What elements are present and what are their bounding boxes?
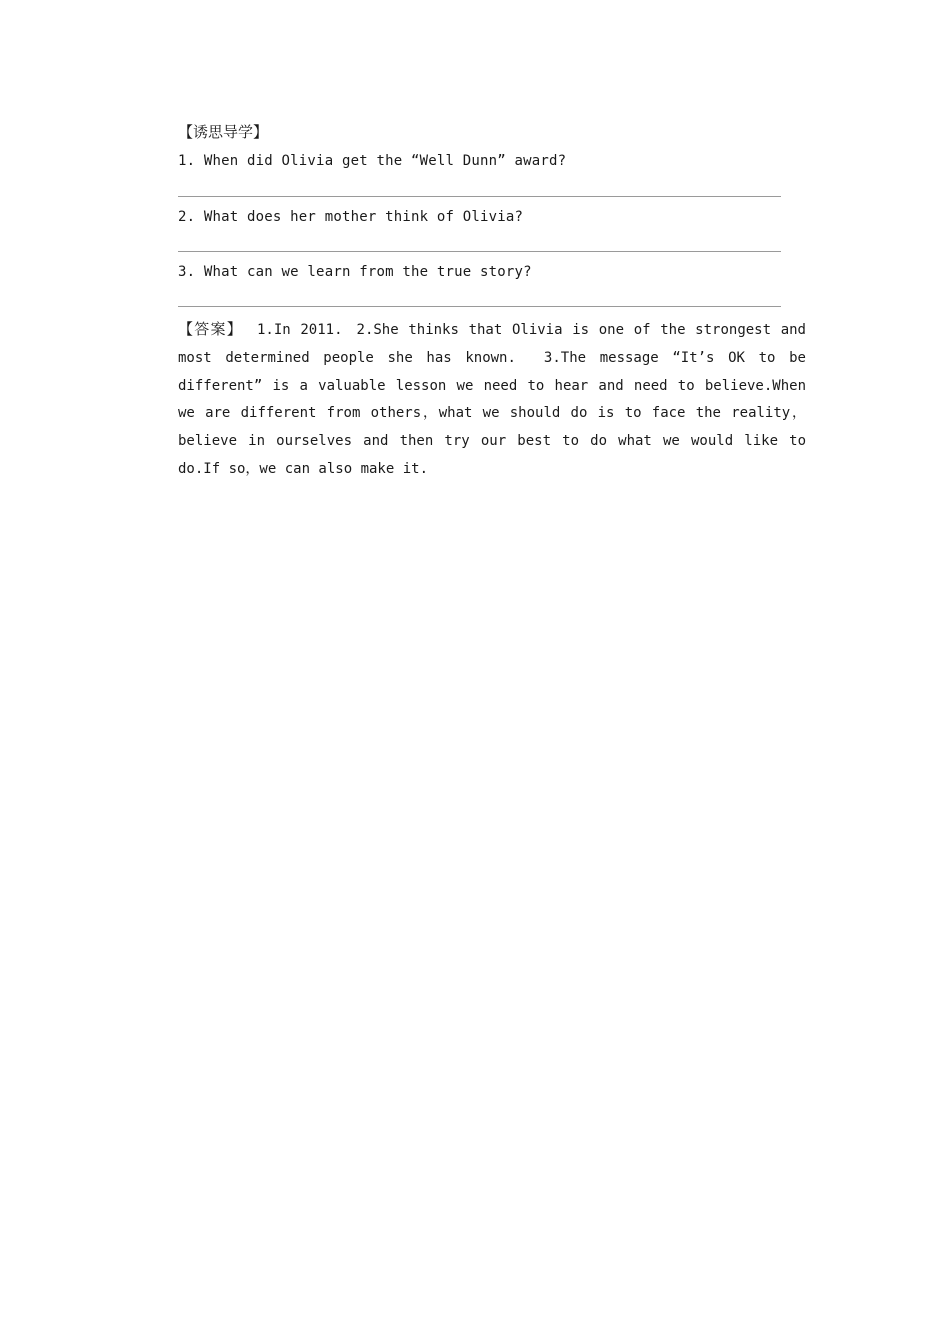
answer-part-3: 3.The message “It’s OK to be different” is a valuable lesson we need to hear and need to believe.When we are different from others，what we should do is to face the reality，believe in ourselves and then try our best to do what we would like to do.If so，we can also make it. [178, 349, 806, 477]
answer-block [144, 316, 806, 484]
answer-line-3 [178, 306, 781, 307]
answer-line-2 [178, 251, 781, 252]
answer-line-1 [178, 196, 781, 197]
question-1: 1. When did Olivia get the “Well Dunn” award? [178, 153, 567, 169]
answer-tag: 【答案】 [178, 320, 243, 338]
answer-paragraph [144, 316, 806, 484]
question-2: 2. What does her mother think of Olivia? [178, 209, 524, 225]
answer-part-2: 2.She thinks that Olivia is one of the strongest and most determined people she has known. [178, 322, 806, 366]
question-3: 3. What can we learn from the true story? [178, 264, 532, 280]
section-title: 【诱思导学】 [178, 123, 269, 141]
answer-part-1: 1.In 2011. [256, 322, 343, 338]
